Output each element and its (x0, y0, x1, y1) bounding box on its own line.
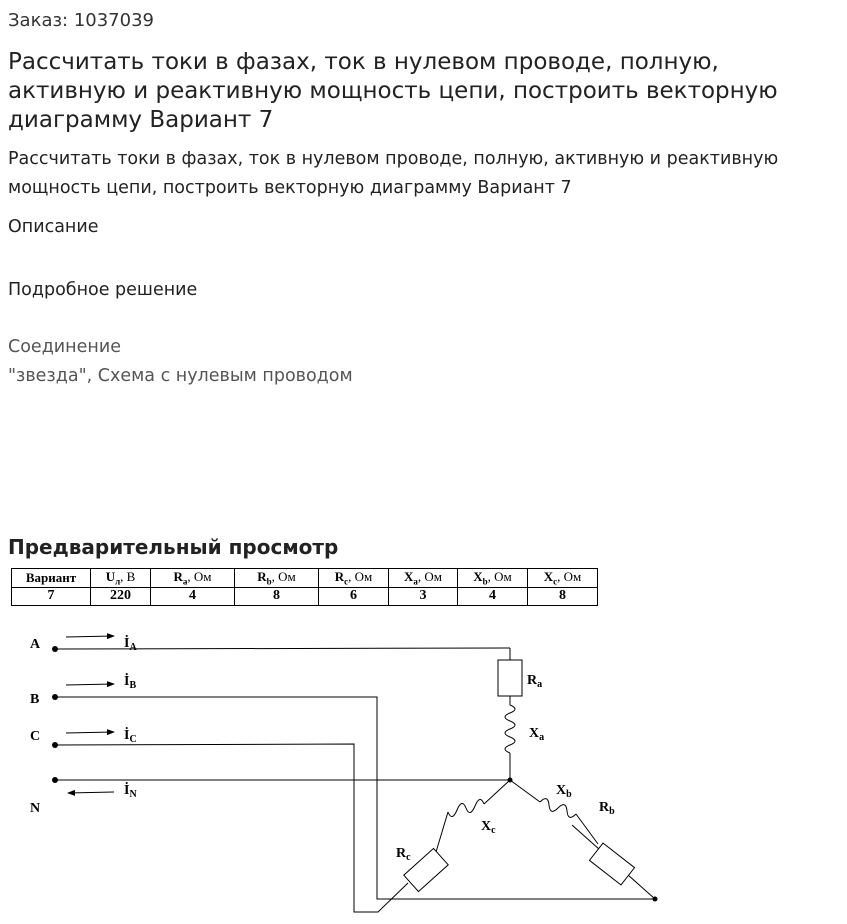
label-ra: $R_a$ (527, 673, 543, 690)
value-variant: 7 (12, 587, 91, 605)
parameters-value-row (12, 587, 598, 605)
solution-text: Подробное решение (8, 280, 198, 300)
task-summary: Рассчитать токи в фазах, ток в нулевом проводе, полную, активную и реактивную мощность цепи, построить векторную диаграмму Вариант 7 (8, 149, 779, 198)
header-voltage: $U_л$, В (91, 569, 151, 588)
order-number: Заказ: 1037039 (8, 10, 154, 31)
terminal-a-label: A (30, 637, 41, 652)
value-voltage: 220 (91, 587, 151, 605)
arrow-current-n (68, 792, 114, 793)
current-a-label: $İ_A$ (124, 636, 137, 653)
arrow-current-a (66, 636, 114, 637)
inductor-xc (448, 799, 484, 816)
terminal-a-dot (52, 646, 58, 652)
header-xa: $X_a$, Ом (389, 569, 458, 588)
terminal-b-label: B (30, 692, 40, 707)
parameters-table (11, 568, 598, 606)
page-title: Рассчитать токи в фазах, ток в нулевом проводе, полную, активную и реактивную мощность цепи, построить векторную диаграмму Вариант 7 (8, 49, 778, 133)
wire-phase-b (55, 697, 655, 899)
arrow-current-b (66, 684, 114, 685)
value-xb: 4 (458, 587, 528, 605)
terminal-b-dot (52, 694, 58, 700)
terminal-n-label: N (30, 801, 41, 816)
label-xc: $X_c$ (481, 819, 496, 836)
current-b-label: $İ_B$ (124, 674, 137, 691)
resistor-ra (498, 660, 522, 696)
parameters-header-row (12, 569, 598, 588)
current-n-label: $İ_N$ (124, 783, 137, 800)
value-xa: 3 (389, 587, 458, 605)
value-ra: 4 (151, 587, 235, 605)
node-b-dot (653, 897, 658, 902)
resistor-rb (589, 843, 634, 885)
label-rc: $R_c$ (396, 846, 411, 863)
connection-heading: Соединение (8, 337, 121, 357)
connection-value: "звезда", Схема с нулевым проводом (8, 366, 353, 386)
arrow-current-c (66, 732, 114, 733)
branch-phase-b (510, 780, 635, 885)
inductor-xa (505, 705, 515, 753)
terminal-c-label: C (30, 729, 41, 744)
label-rb: $R_b$ (599, 800, 615, 817)
wire-phase-c (55, 744, 408, 912)
label-xa: $X_a$ (529, 726, 545, 743)
header-variant: Вариант (12, 569, 91, 588)
value-xc: 8 (528, 587, 598, 605)
terminal-c-dot (52, 742, 58, 748)
header-xc: $X_c$, Ом (528, 569, 598, 588)
terminal-n-dot (52, 777, 58, 783)
inductor-xb (540, 799, 576, 818)
value-rc: 6 (319, 587, 389, 605)
header-ra: $R_a$, Ом (151, 569, 235, 588)
circuit-schematic (0, 620, 700, 920)
preview-heading: Предварительный просмотр (8, 535, 339, 559)
header-rb: $R_b$, Ом (235, 569, 319, 588)
label-xb: $X_b$ (556, 783, 572, 800)
header-rc: $R_c$, Ом (319, 569, 389, 588)
value-rb: 8 (235, 587, 319, 605)
description-heading: Описание (8, 217, 99, 237)
header-xb: $X_b$, Ом (458, 569, 528, 588)
current-c-label: $İ_C$ (124, 728, 137, 745)
